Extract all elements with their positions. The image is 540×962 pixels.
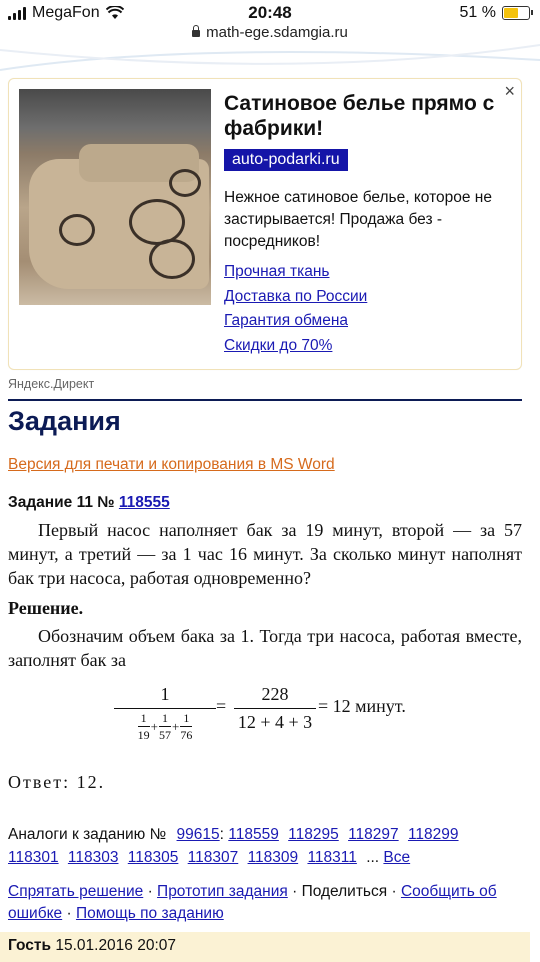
url-text: math-ege.sdamgia.ru <box>206 24 348 41</box>
decorative-waves <box>0 40 540 80</box>
hide-solution-link[interactable]: Спрятать решение <box>8 883 144 900</box>
share-button[interactable]: Поделиться <box>301 883 388 900</box>
solution-text: Обозначим объем бака за 1. Тогда три насоса, работая вместе, заполнят бак за <box>8 626 522 670</box>
print-version-link[interactable]: Версия для печати и копирования в MS Word <box>8 456 335 473</box>
analog-link[interactable]: 99615 <box>176 826 220 843</box>
analog-link[interactable]: 118311 <box>307 849 357 866</box>
analog-link[interactable]: 118299 <box>407 826 459 843</box>
task-actions: Спрятать решение · Прототип задания · Поделиться · Сообщить об ошибке · Помощь по заданию <box>8 883 497 922</box>
battery-percent: 51 % <box>459 4 496 21</box>
formula-result: = 12 минут. <box>318 696 406 716</box>
help-link[interactable]: Помощь по заданию <box>75 905 224 922</box>
ad-source-label[interactable]: Яндекс.Директ <box>8 377 95 391</box>
analog-link[interactable]: 118307 <box>187 849 239 866</box>
ad-domain[interactable]: auto-podarki.ru <box>224 149 348 171</box>
solution-heading: Решение. <box>8 598 84 618</box>
fraction-left: 1 $\frac{1}{19}+\frac{1}{57}+\frac{1}{76}$ <box>114 684 216 741</box>
clock: 20:48 <box>248 3 292 22</box>
analogs-ellipsis: ... <box>366 849 380 866</box>
analog-link[interactable]: 118303 <box>67 849 119 866</box>
analog-link[interactable]: 118559 <box>228 826 279 843</box>
status-bar <box>0 0 540 26</box>
ad-title[interactable]: Сатиновое белье прямо с фабрики! <box>224 92 495 140</box>
comment-date: 15.01.2016 20:07 <box>55 937 177 954</box>
ad-link[interactable]: Доставка по России <box>224 287 368 305</box>
divider <box>8 399 522 401</box>
battery-icon <box>502 6 530 20</box>
analogs-all-link[interactable]: Все <box>383 849 411 866</box>
comment-author: Гость <box>8 937 52 954</box>
prototype-link[interactable]: Прототип задания <box>157 883 288 900</box>
close-icon[interactable]: × <box>504 81 515 101</box>
analog-link[interactable]: 118305 <box>127 849 179 866</box>
answer: Ответ: 12. <box>8 772 106 792</box>
fraction-right: 228 12 + 4 + 3 <box>234 684 316 733</box>
lock-icon <box>192 30 200 37</box>
analog-link[interactable]: 118301 <box>8 849 59 866</box>
analogs-label: Аналоги к заданию № <box>8 826 167 843</box>
ad-links <box>224 260 514 358</box>
equals-sign: = <box>216 696 227 716</box>
analogs-list: Аналоги к заданию № 99615: 118559 118295 118297 118299 118301 118303 118305 118307 118309 118311 ... Все <box>8 826 459 866</box>
ad-link[interactable]: Скидки до 70% <box>224 336 333 354</box>
task-label: Задание 11 № <box>8 494 115 511</box>
ad-block[interactable] <box>8 78 522 370</box>
ad-description: Нежное сатиновое белье, которое не застирывается! Продажа без - посредников! <box>224 189 492 250</box>
ad-link[interactable]: Прочная ткань <box>224 263 330 280</box>
ad-image[interactable] <box>19 89 211 305</box>
analog-link[interactable]: 118295 <box>288 826 339 843</box>
analog-link[interactable]: 118297 <box>348 826 399 843</box>
analog-link[interactable]: 118309 <box>247 849 299 866</box>
task-heading <box>8 494 170 512</box>
comment-header <box>0 932 530 962</box>
carrier-label: MegaFon <box>32 4 100 21</box>
ad-link[interactable]: Гарантия обмена <box>224 312 349 329</box>
task-text: Первый насос наполняет бак за 19 минут, второй — за 57 минут, а третий — за 1 час 16 минут. За сколько минут наполнят бак три насоса, работая одновременно? <box>8 520 522 588</box>
report-error-link[interactable]: Сообщить об ошибке <box>8 883 497 922</box>
page-title: Задания <box>8 406 121 436</box>
task-number-link[interactable]: 118555 <box>118 494 170 511</box>
